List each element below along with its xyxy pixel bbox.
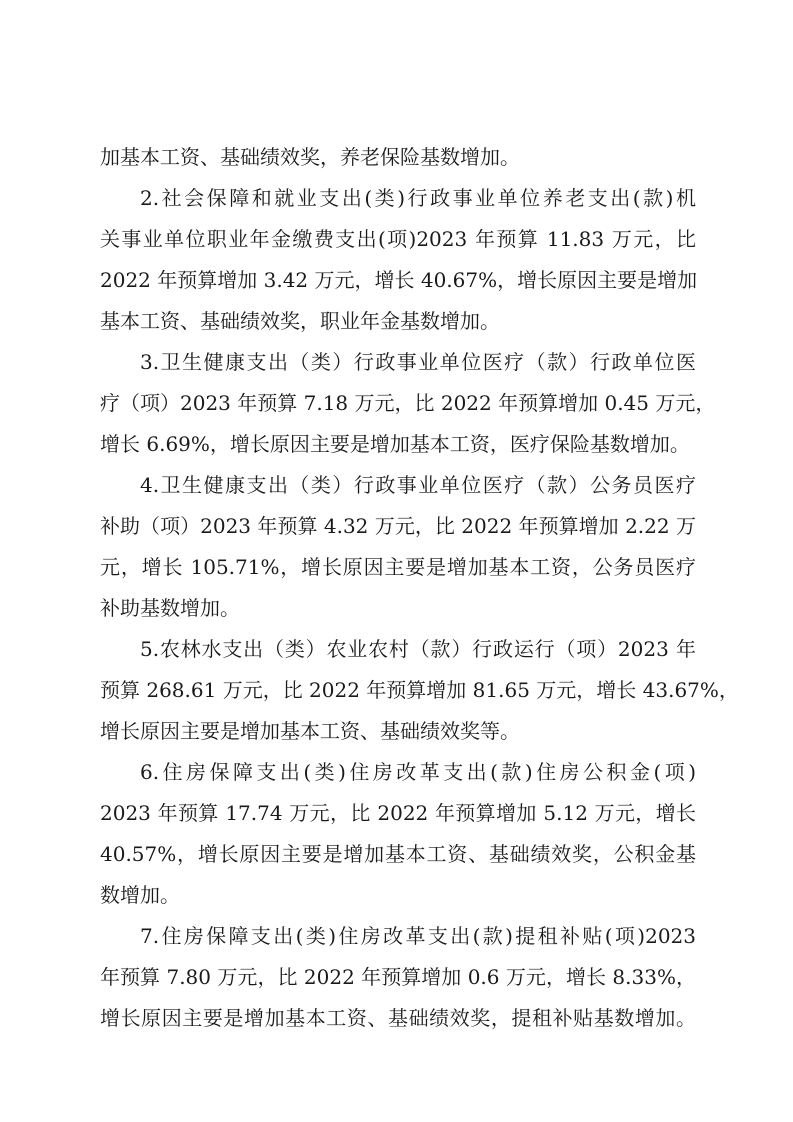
paragraph-line: 6.住房保障支出(类)住房改革支出(款)住房公积金(项): [140, 760, 696, 784]
paragraph-line: 增长原因主要是增加基本工资、基础绩效奖，提租补贴基数增加。: [100, 1006, 696, 1030]
paragraph-line: 3.卫生健康支出（类）行政事业单位医疗（款）行政单位医: [140, 350, 696, 374]
paragraph-line: 年预算 7.80 万元，比 2022 年预算增加 0.6 万元，增长 8.33%，: [100, 965, 696, 989]
paragraph-line: 5.农林水支出（类）农业农村（款）行政运行（项）2023 年: [140, 637, 696, 661]
paragraph-line: 2.社会保障和就业支出(类)行政事业单位养老支出(款)机: [140, 186, 696, 210]
paragraph-line: 增长 6.69%，增长原因主要是增加基本工资，医疗保险基数增加。: [100, 432, 690, 456]
paragraph-line: 数增加。: [100, 883, 180, 907]
paragraph-line: 补助基数增加。: [100, 596, 240, 620]
paragraph-line: 预算 268.61 万元，比 2022 年预算增加 81.65 万元，增长 43.67%，: [100, 678, 739, 702]
paragraph-line: 基本工资、基础绩效奖，职业年金基数增加。: [100, 309, 500, 333]
paragraph-line: 元，增长 105.71%，增长原因主要是增加基本工资，公务员医疗: [100, 555, 696, 579]
paragraph-line: 2022 年预算增加 3.42 万元，增长 40.67%，增长原因主要是增加: [100, 268, 698, 292]
paragraph-line: 疗（项）2023 年预算 7.18 万元，比 2022 年预算增加 0.45 万元，: [100, 391, 716, 415]
paragraph-line: 4.卫生健康支出（类）行政事业单位医疗（款）公务员医疗: [140, 473, 696, 497]
paragraph-line: 7.住房保障支出(类)住房改革支出(款)提租补贴(项)2023: [140, 924, 696, 948]
paragraph-line: 关事业单位职业年金缴费支出(项)2023 年预算 11.83 万元，比: [100, 227, 696, 251]
paragraph-line: 增长原因主要是增加基本工资、基础绩效奖等。: [100, 719, 520, 743]
paragraph-line: 40.57%，增长原因主要是增加基本工资、基础绩效奖，公积金基: [100, 842, 696, 866]
paragraph-line: 2023 年预算 17.74 万元，比 2022 年预算增加 5.12 万元，增长: [100, 801, 696, 825]
paragraph-line: 补助（项）2023 年预算 4.32 万元，比 2022 年预算增加 2.22 万: [100, 514, 696, 538]
paragraph-line: 加基本工资、基础绩效奖，养老保险基数增加。: [100, 145, 520, 169]
